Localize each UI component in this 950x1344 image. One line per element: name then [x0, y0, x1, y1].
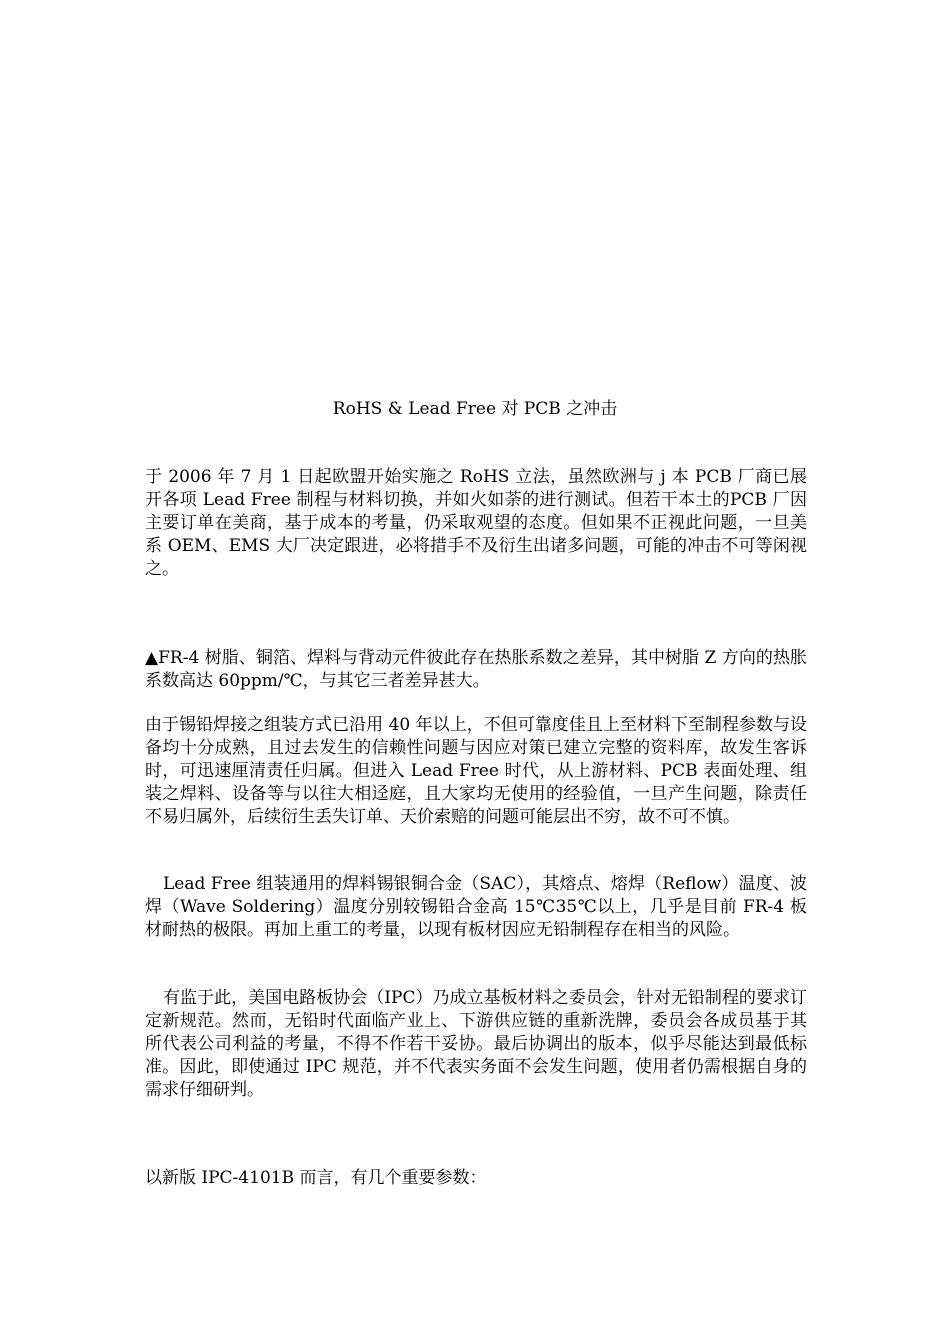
paragraph-sac-alloy: Lead Free 组装通用的焊料锡银铜合金（SAC），其熔点、熔焊（Reflow）温度、波焊（Wave Soldering）温度分别较锡铅合金高 15℃35℃以上，几乎是目前 FR-4 板材耐热的极限。再加上重工的考量，以现有板材因应无铅制程存在相当的风险。: [145, 874, 807, 940]
paragraph-ipc-committee: 有监于此，美国电路板协会（IPC）乃成立基板材料之委员会，针对无铅制程的要求订定新规范。然而，无铅时代面临产业上、下游供应链的重新洗牌，委员会各成员基于其所代表公司利益的考量，不得不作若干妥协。最后协调出的版本，似乎尽能达到最低标准。因此，即使通过 IPC 规范，并不代表实务面不会发生问题，使用者仍需根据自身的需求仔细研判。: [145, 988, 807, 1100]
document-title: RoHS & Lead Free 对 PCB 之冲击: [332, 399, 618, 419]
paragraph-figure-caption: ▲FR-4 树脂、铜箔、焊料与背动元件彼此存在热胀系数之差异，其中树脂 Z 方向的热胀系数高达 60ppm/℃，与其它三者差异甚大。: [145, 648, 807, 691]
paragraph-rohs-intro: 于 2006 年 7 月 1 日起欧盟开始实施之 RoHS 立法，虽然欧洲与 j 本 PCB 厂商已展开各项 Lead Free 制程与材料切换，并如火如荼的进行测试。但若干本土的PCB 厂因主要订单在美商，基于成本的考量，仍采取观望的态度。但如果不正视此问题，一旦美系 OEM、EMS 大厂决定跟进，必将措手不及衍生出诸多问题，可能的冲击不可等闲视之。: [145, 467, 807, 579]
paragraph-tin-lead-history: 由于锡铅焊接之组装方式已沿用 40 年以上，不但可靠度佳且上至材料下至制程参数与设备均十分成熟，且过去发生的信赖性问题与因应对策已建立完整的资料库，故发生客诉时，可迅速厘清责任归属。但进入 Lead Free 时代，从上游材料、PCB 表面处理、组装之焊料、设备等与以往大相迳庭，且大家均无使用的经验值，一旦产生问题，除责任不易归属外，后续衍生丢失订单、天价索赔的问题可能层出不穷，故不可不慎。: [145, 715, 807, 827]
paragraph-ipc-4101b: 以新版 IPC-4101B 而言，有几个重要参数：: [145, 1168, 487, 1188]
